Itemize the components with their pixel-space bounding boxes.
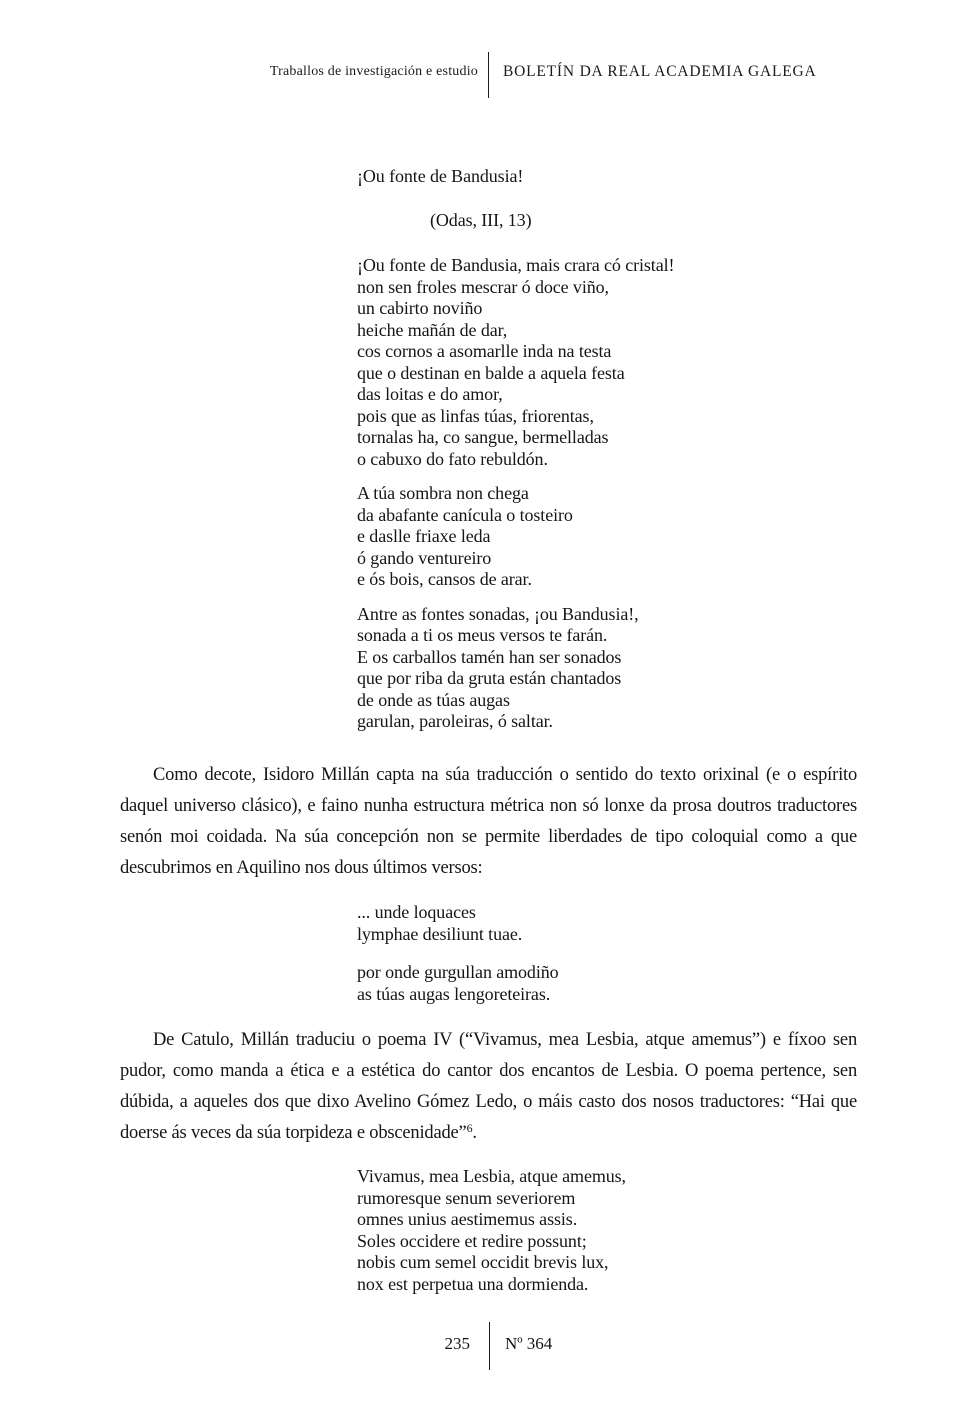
quote-comparison-block [357, 902, 559, 1005]
quote-line: por onde gurgullan amodiño [357, 962, 559, 982]
poem-line: tornalas ha, co sangue, bermelladas [357, 427, 609, 447]
poem-line: nobis cum semel occidit brevis lux, [357, 1252, 609, 1272]
poem-attribution: (Odas, III, 13) [430, 209, 532, 230]
poem-line: Vivamus, mea Lesbia, atque amemus, [357, 1166, 626, 1186]
poem-line: da abafante canícula o tosteiro [357, 504, 573, 525]
header-divider [488, 52, 489, 98]
poem-line: de onde as túas augas [357, 689, 510, 710]
poem-stanza [357, 255, 674, 470]
poem-line: garulan, paroleiras, ó saltar. [357, 711, 553, 731]
poem-line: pois que as linfas túas, friorentas, [357, 405, 594, 426]
poem-line: non sen froles mescrar ó doce viño, [357, 276, 609, 297]
poem-line: E os carballos tamén han ser sonados [357, 646, 622, 667]
poem-line: cos cornos a asomarlle inda na testa [357, 341, 612, 361]
poem-line: heiche mañán de dar, [357, 319, 508, 340]
poem-line: e ós bois, cansos de arar. [357, 569, 532, 589]
poem-line: A túa sombra non chega [357, 483, 529, 503]
body-paragraph: Como decote, Isidoro Millán capta na súa traducción o sentido do texto orixinal (e o espírito daquel universo clásico), e faino nunha estructura métrica non só lonxe da prosa doutros traductores senón moi coidada. Na súa concepción non se permite liberdades de tipo coloquial como a que descubrimos en Aquilino nos dous últimos versos: [120, 765, 857, 878]
poem-line: rumoresque senum severiorem [357, 1187, 576, 1208]
poem-line: un cabirto noviño [357, 298, 483, 318]
poem-line: e daslle friaxe leda [357, 526, 491, 546]
quote-line: ... unde loquaces [357, 902, 476, 922]
body-paragraph [120, 1025, 857, 1149]
poem-latin-block [357, 1166, 626, 1295]
header-journal-title: BOLETÍN DA REAL ACADEMIA GALEGA [503, 63, 817, 80]
quote-line: as túas augas lengoreteiras. [357, 983, 551, 1004]
poem-line: Antre as fontes sonadas, ¡ou Bandusia!, [357, 603, 639, 624]
paragraph-text: . [472, 1123, 477, 1143]
poem-line: omnes unius aestimemus assis. [357, 1209, 578, 1229]
issue-number: Nº 364 [505, 1334, 553, 1353]
poem-line: ¡Ou fonte de Bandusia, mais crara có cristal! [357, 255, 675, 275]
poem-stanza [357, 604, 674, 733]
poem-line: sonada a ti os meus versos te farán. [357, 625, 608, 645]
poem-line: nox est perpetua una dormienda. [357, 1273, 589, 1294]
quote-latin [357, 902, 559, 945]
poem-line: que o destinan en balde a aquela festa [357, 362, 625, 383]
poem-line: Soles occidere et redire possunt; [357, 1230, 587, 1251]
poem-line: que por riba da gruta están chantados [357, 668, 622, 688]
poem-stanza [357, 483, 674, 591]
quote-line: lymphae desiliunt tuae. [357, 923, 523, 944]
page-number: 235 [444, 1334, 470, 1353]
poem-title: ¡Ou fonte de Bandusia! [357, 166, 524, 186]
footer-divider [489, 1322, 490, 1370]
poem-line: das loitas e do amor, [357, 384, 503, 404]
paragraph-text: De Catulo, Millán traduciu o poema IV (“Vivamus, mea Lesbia, atque amemus”) e fíxoo sen pudor, como manda a ética e a estética do cantor dos encantos de Lesbia. O poema pertence, sen dúbida, a aqueles dos que dixo Avelino Gómez Ledo, o máis casto dos nosos traductores: “Hai que doerse ás veces da súa torpideza e obscenidade” [120, 1030, 857, 1143]
poem-line: o cabuxo do fato rebuldón. [357, 448, 548, 469]
footnote-reference: 6 [466, 1121, 473, 1135]
header-section-label: Traballos de investigación e estudio [269, 64, 478, 79]
quote-galician [357, 962, 559, 1005]
poem-galician-block [357, 166, 674, 733]
poem-line: ó gando ventureiro [357, 547, 492, 568]
